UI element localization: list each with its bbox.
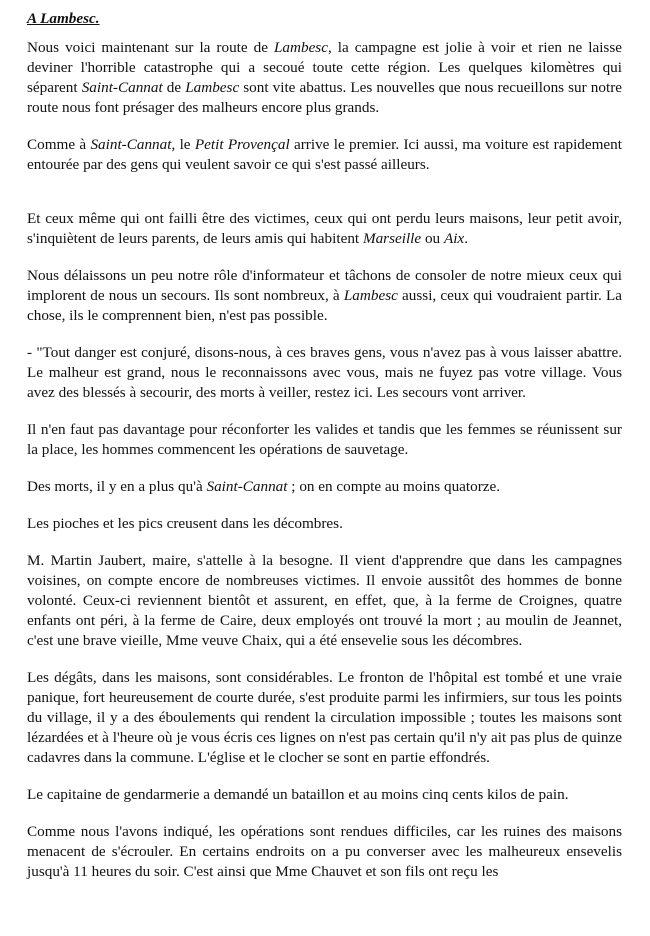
paragraph xyxy=(27,343,622,403)
paragraph xyxy=(27,477,622,497)
text-run: Nous délaissons un peu notre rôle d'informateur et tâchons de consoler de notre mieux ceux qui implorent de nous un secours. Ils sont nombreux, à xyxy=(27,267,622,304)
text-run: M. Martin Jaubert, maire, s'attelle à la besogne. Il vient d'apprendre que dans les campagnes voisines, on compte encore de nombreuses victimes. Il envoie aussitôt des hommes de bonne volonté. Ceux-ci reviennent bientôt et assurent, en effet, que, à la ferme de Croignes, quatre enfants ont péri, à la ferme de Caire, deux employés ont trouvé la mort ; au moulin de Jeannet, c'est une brave vieille, Mme veuve Chaix, qui a été ensevelie sous les décombres. xyxy=(27,552,622,649)
italic-text: Lambesc xyxy=(185,79,240,96)
section-heading: A Lambesc. xyxy=(27,10,100,27)
italic-text: Lambesc xyxy=(343,287,398,304)
paragraph xyxy=(27,420,622,460)
text-run: ; on en compte au moins quatorze. xyxy=(287,478,501,495)
text-run: sont vite abattus. Les nouvelles que nous recueillons sur notre route nous font présager des malheurs encore plus grands. xyxy=(27,79,622,116)
text-run: Le capitaine de gendarmerie a demandé un bataillon et au moins cinq cents kilos de pain. xyxy=(27,786,569,803)
text-run: Et ceux même qui ont failli être des victimes, ceux qui ont perdu leurs maisons, leur petit avoir, s'inquiètent de leurs parents, de leurs amis qui habitent xyxy=(27,210,622,247)
text-run: , le xyxy=(171,136,195,153)
paragraph xyxy=(27,668,622,768)
italic-text: Petit Provençal xyxy=(194,136,290,153)
text-run: Les dégâts, dans les maisons, sont considérables. Le fronton de l'hôpital est tombé et une vraie panique, fort heureusement de courte durée, s'est produite parmi les infirmiers, sur tous les points du village, il y a des éboulements qui rendent la circulation impossible ; toutes les maisons sont lézardées et à l'heure où je vous écris ces lignes on n'est pas certain qu'il n'y ait pas plus de quinze cadavres dans la commune. L'église et le clocher se sont en partie effondrés. xyxy=(27,669,622,766)
article-body xyxy=(27,38,622,882)
text-run: , la campagne est jolie à voir et rien ne laisse deviner l'horrible catastrophe qui a secoué toute cette région. Les quelques kilomètres qui séparent xyxy=(27,39,622,96)
paragraph xyxy=(27,785,622,805)
text-run: aussi, ceux qui voudraient partir. La chose, ils le comprennent bien, n'est pas possible. xyxy=(27,287,623,324)
paragraph xyxy=(27,514,622,534)
italic-text: Saint-Cannat xyxy=(81,79,163,96)
paragraph xyxy=(27,135,622,175)
text-run: Nous voici maintenant sur la route de xyxy=(27,39,274,56)
text-run: Il n'en faut pas davantage pour réconforter les valides et tandis que les femmes se réunissent sur la place, les hommes commencent les opérations de sauvetage. xyxy=(27,421,622,458)
paragraph xyxy=(27,38,622,118)
italic-text: Saint-Cannat xyxy=(90,136,172,153)
italic-text: Saint-Cannat xyxy=(206,478,288,495)
text-run: Comme nous l'avons indiqué, les opérations sont rendues difficiles, car les ruines des maisons menacent de s'écrouler. En certains endroits on a pu converser avec les malheureux ensevelis jusqu'à 11 heures du soir. C'est ainsi que Mme Chauvet et son fils ont reçu les xyxy=(27,823,622,880)
text-run: Des morts, il y en a plus qu'à xyxy=(27,478,207,495)
paragraph xyxy=(27,266,622,326)
italic-text: Marseille xyxy=(362,230,422,247)
text-run: ou xyxy=(421,230,444,247)
text-run: Comme à xyxy=(27,136,91,153)
italic-text: Aix xyxy=(443,230,465,247)
text-run: arrive le premier. Ici aussi, ma voiture est rapidement entourée par des gens qui veulent savoir ce qui s'est passé ailleurs. xyxy=(27,136,622,173)
italic-text: Lambesc xyxy=(273,39,328,56)
text-run: Les pioches et les pics creusent dans les décombres. xyxy=(27,515,343,532)
text-run: - "Tout danger est conjuré, disons-nous, à ces braves gens, vous n'avez pas à vous laisser abattre. Le malheur est grand, nous le reconnaissons avec vous, mais ne fuyez pas votre village. Vous avez des blessés à secourir, des morts à veiller, restez ici. Les secours vont arriver. xyxy=(27,344,622,401)
paragraph xyxy=(27,209,622,249)
text-run: . xyxy=(464,230,468,247)
text-run: de xyxy=(162,79,186,96)
paragraph xyxy=(27,551,622,651)
paragraph xyxy=(27,822,622,882)
